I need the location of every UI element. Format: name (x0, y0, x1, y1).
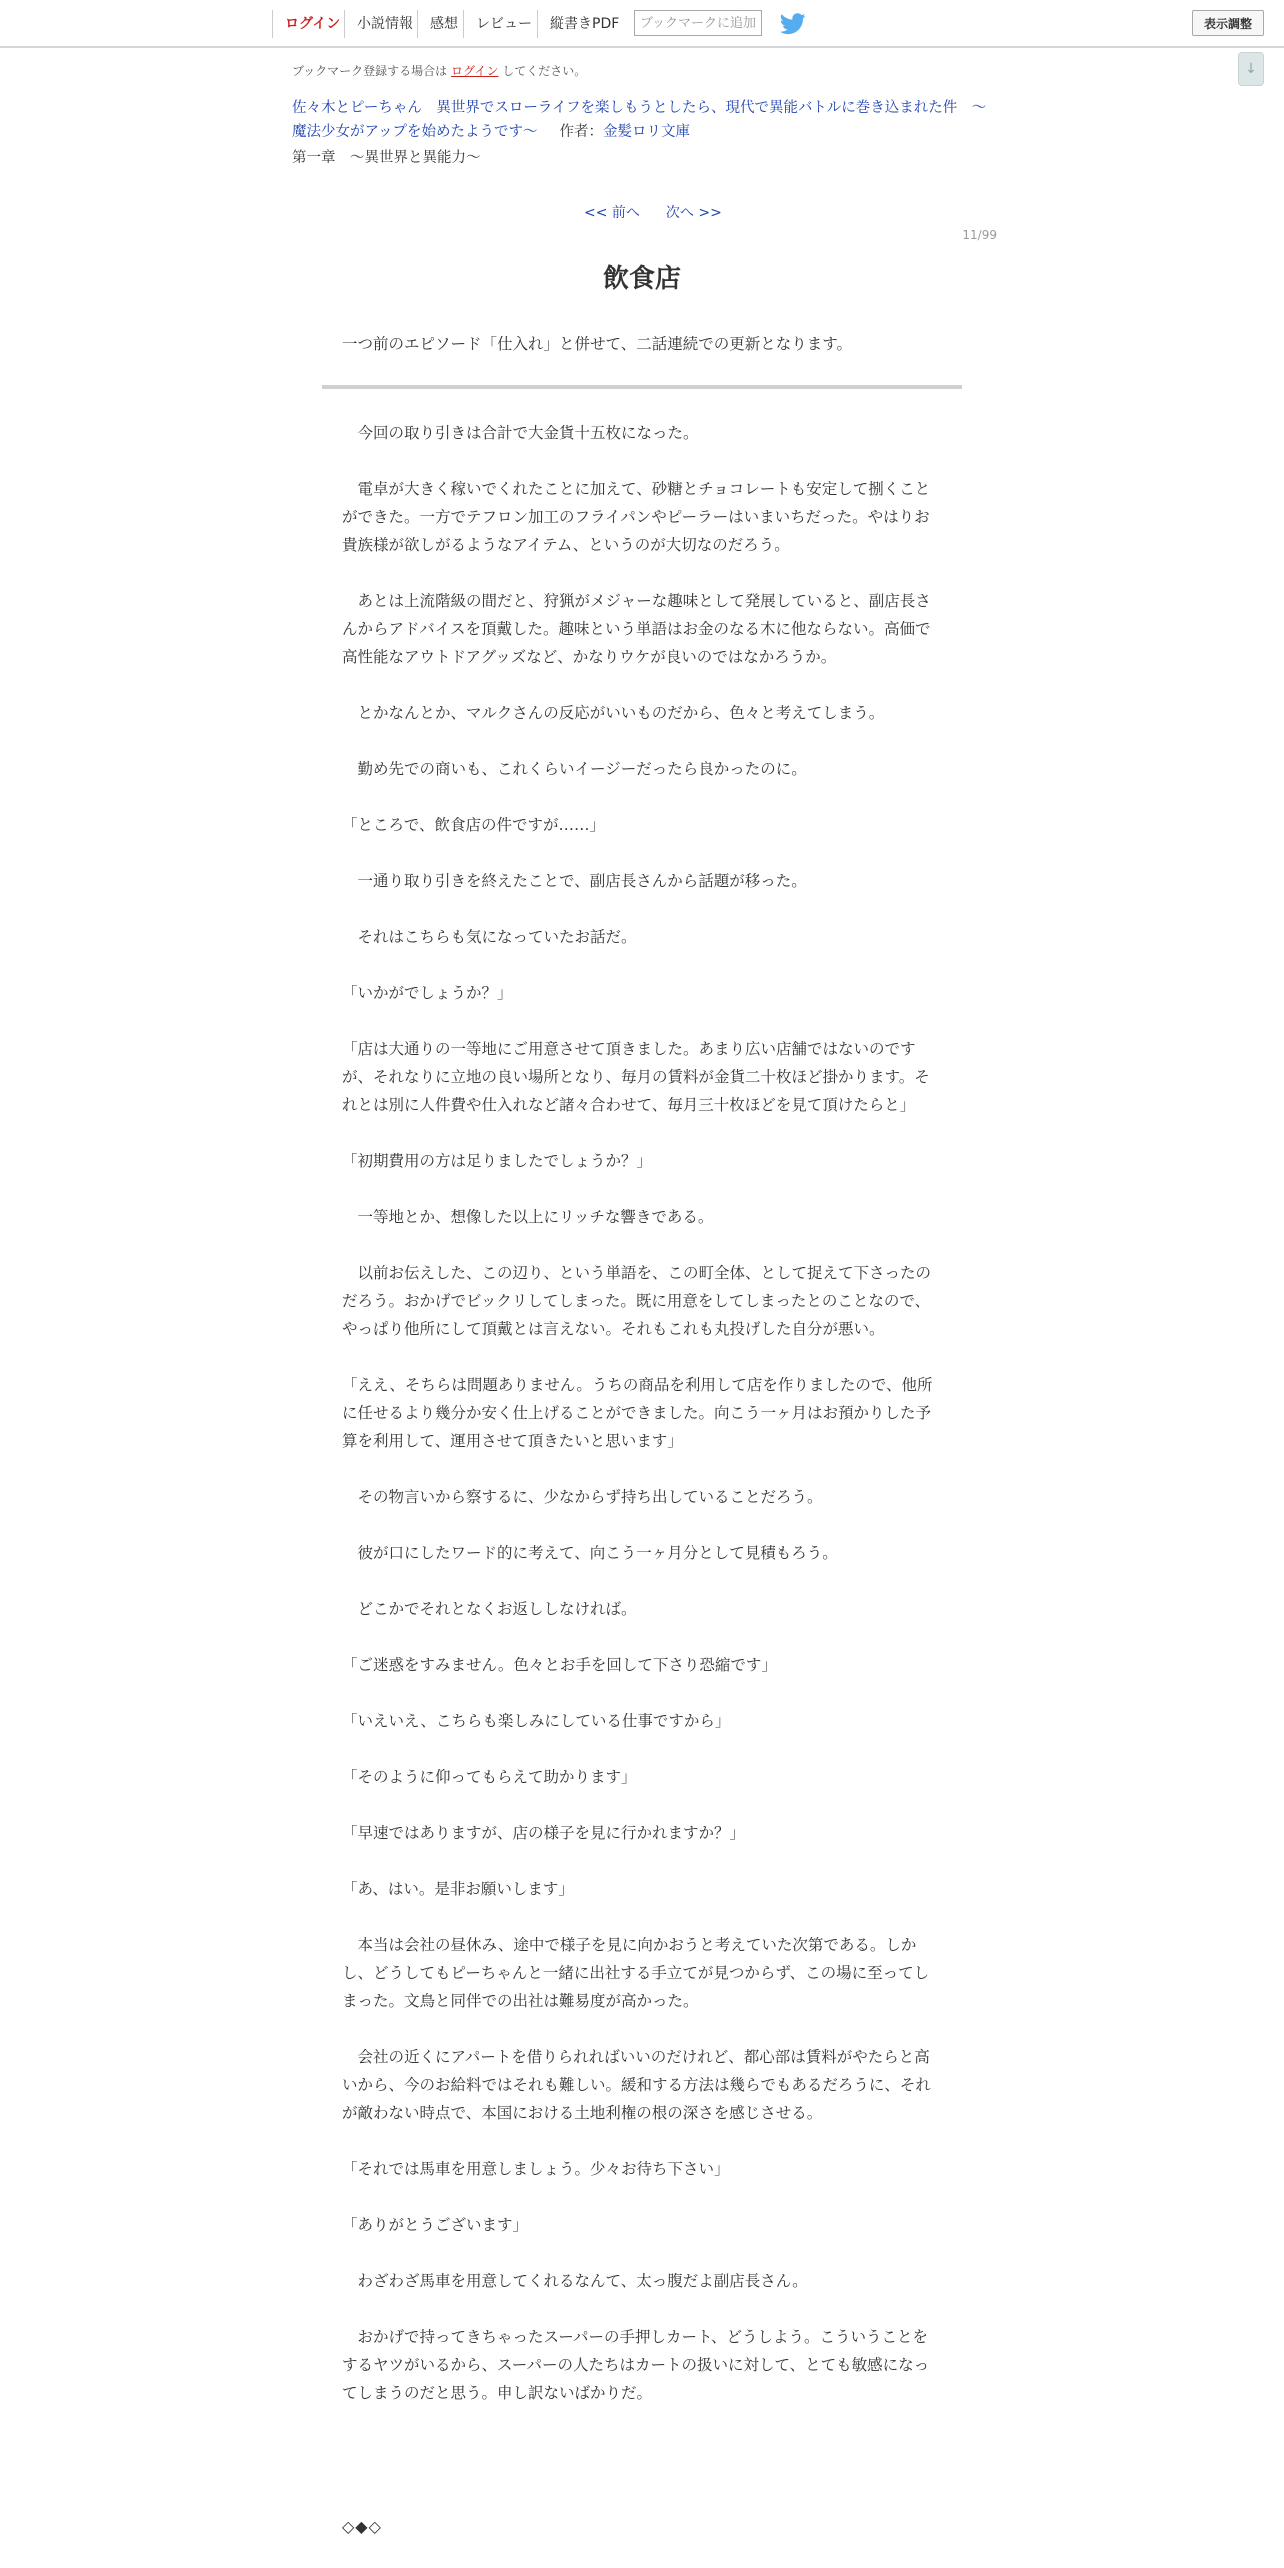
preface-text: 一つ前のエピソード「仕入れ」と併せて、二話連続での更新となります。 (342, 335, 852, 353)
impression-link[interactable]: 感想 (417, 10, 458, 38)
body-paragraph: その物言いから察するに、少なからず持ち出していることだろう。 (342, 1488, 823, 1506)
body-paragraph: 「いえいえ、こちらも楽しみにしている仕事ですから」 (342, 1712, 731, 1730)
body-paragraph: あとは上流階級の間だと、狩猟がメジャーな趣味として発展していると、副店長さんからアドバイスを頂戴した。趣味という単語はお金のなる木に他ならない。高価で高性能なアウトドアグッズなど、かなりウケが良いのではなかろうか。 (342, 592, 931, 666)
vertical-pdf-link[interactable]: 縦書きPDF (537, 10, 619, 38)
body-paragraph: どこかでそれとなくお返ししなければ。 (342, 1600, 637, 1618)
episode-title: 飲食店 (602, 264, 681, 294)
preface-divider (322, 385, 962, 389)
body-paragraph: おかげで持ってきちゃったスーパーの手押しカート、どうしよう。こういうことをするヤツがいるから、スーパーの人たちはカートの扱いに対して、とても敏感になってしまうのだと思う。申し訳ないばかりだ。 (342, 2328, 930, 2402)
scene-separator: ◇◆◇ (342, 2517, 382, 2536)
review-link[interactable]: レビュー (463, 10, 532, 38)
body-paragraph: わざわざ馬車を用意してくれるなんて、太っ腹だよ副店長さん。 (342, 2272, 808, 2290)
notice-login-link[interactable]: ログイン (451, 64, 499, 78)
body-paragraph: 「ところで、飲食店の件ですが……」 (342, 816, 606, 834)
top-navigation-bar (0, 0, 1284, 48)
body-paragraph: 「ご迷惑をすみません。色々とお手を回して下さり恐縮です」 (342, 1656, 777, 1674)
body-paragraph: とかなんとか、マルクさんの反応がいいものだから、色々と考えてしまう。 (342, 704, 885, 722)
series-header (292, 96, 992, 144)
body-paragraph: 「店は大通りの一等地にご用意させて頂きました。あまり広い店舗ではないのですが、それなりに立地の良い場所となり、毎月の賃料が金貨二十枚ほど掛かります。それとは別に人件費や仕入れなど諸々合わせて、毎月三十枚ほどを見て頂けたらと」 (342, 1040, 930, 1114)
next-episode-link[interactable]: 次へ >> (665, 205, 722, 221)
novel-info-link[interactable]: 小説情報 (344, 10, 413, 38)
author-label: 作者： (559, 124, 603, 140)
episode-count: 11/99 (962, 228, 997, 242)
body-paragraph: 会社の近くにアパートを借りられればいいのだけれど、都心部は賃料がやたらと高いから、今のお給料ではそれも難しい。緩和する方法は幾らでもあるだろうに、それが敵わない時点で、本国における土地利権の根の深さを感じさせる。 (342, 2048, 931, 2122)
body-paragraph: 電卓が大きく稼いでくれたことに加えて、砂糖とチョコレートも安定して捌くことができた。一方でテフロン加工のフライパンやピーラーはいまいちだった。やはりお貴族様が欲しがるようなアイテム、というのが大切なのだろう。 (342, 480, 931, 554)
add-bookmark-button[interactable]: ブックマークに追加 (634, 10, 762, 36)
body-paragraph: 本当は会社の昼休み、途中で様子を見に向かおうと考えていた次第である。しかし、どうしてもピーちゃんと一緒に出社する手立てが見つからず、この場に至ってしまった。文鳥と同伴での出社は難易度が高かった。 (342, 1936, 930, 2010)
series-title-link[interactable]: 佐々木とピーちゃん 異世界でスローライフを楽しもうとしたら、現代で異能バトルに巻き込まれた件 ～魔法少女がアップを始めたようです～ (292, 100, 987, 140)
body-paragraph: 今回の取り引きは合計で大金貨十五枚になった。 (342, 424, 699, 442)
twitter-icon[interactable] (780, 13, 806, 35)
novel-body (342, 419, 936, 2435)
body-paragraph: 一通り取り引きを終えたことで、副店長さんから話題が移った。 (342, 872, 807, 890)
body-paragraph: 「初期費用の方は足りましたでしょうか？」 (342, 1152, 653, 1170)
chapter-title: 第一章 ～異世界と異能力～ (292, 150, 481, 166)
notice-suffix: してください。 (502, 64, 587, 78)
scroll-down-button[interactable]: ↓ (1238, 52, 1264, 86)
body-paragraph: 「ええ、そちらは問題ありません。うちの商品を利用して店を作りましたので、他所に任せるより幾分か安く仕上げることができました。向こう一ヶ月はお預かりした予算を利用して、運用させて頂きたいと思います」 (342, 1376, 933, 1450)
body-paragraph: 「早速ではありますが、店の様子を見に行かれますか？」 (342, 1824, 746, 1842)
body-paragraph: 以前お伝えした、この辺り、という単語を、この町全体、として捉えて下さったのだろう。おかげでビックリしてしまった。既に用意をしてしまったとのことなので、やっぱり他所にして頂戴とは言えない。それもこれも丸投げした自分が悪い。 (342, 1264, 932, 1338)
author-link[interactable]: 金髪ロリ文庫 (602, 124, 690, 140)
body-paragraph: 「そのように仰ってもらえて助かります」 (342, 1768, 637, 1786)
body-paragraph: 「ありがとうございます」 (342, 2216, 529, 2234)
body-paragraph: 「あ、はい。是非お願いします」 (342, 1880, 574, 1898)
body-paragraph: 彼が口にしたワード的に考えて、向こう一ヶ月分として見積もろう。 (342, 1544, 838, 1562)
body-paragraph: 勤め先での商いも、これくらいイージーだったら良かったのに。 (342, 760, 807, 778)
body-paragraph: 一等地とか、想像した以上にリッチな響きである。 (342, 1208, 714, 1226)
login-link[interactable]: ログイン (272, 10, 340, 38)
notice-prefix: ブックマーク登録する場合は (292, 64, 448, 78)
body-paragraph: 「いかがでしょうか？」 (342, 984, 513, 1002)
episode-pager (584, 202, 748, 222)
prev-episode-link[interactable]: << 前へ (584, 205, 640, 221)
body-paragraph: それはこちらも気になっていたお話だ。 (342, 928, 637, 946)
body-paragraph: 「それでは馬車を用意しましょう。少々お待ち下さい」 (342, 2160, 730, 2178)
bookmark-login-notice (292, 62, 586, 79)
display-settings-button[interactable]: 表示調整 (1192, 10, 1264, 36)
